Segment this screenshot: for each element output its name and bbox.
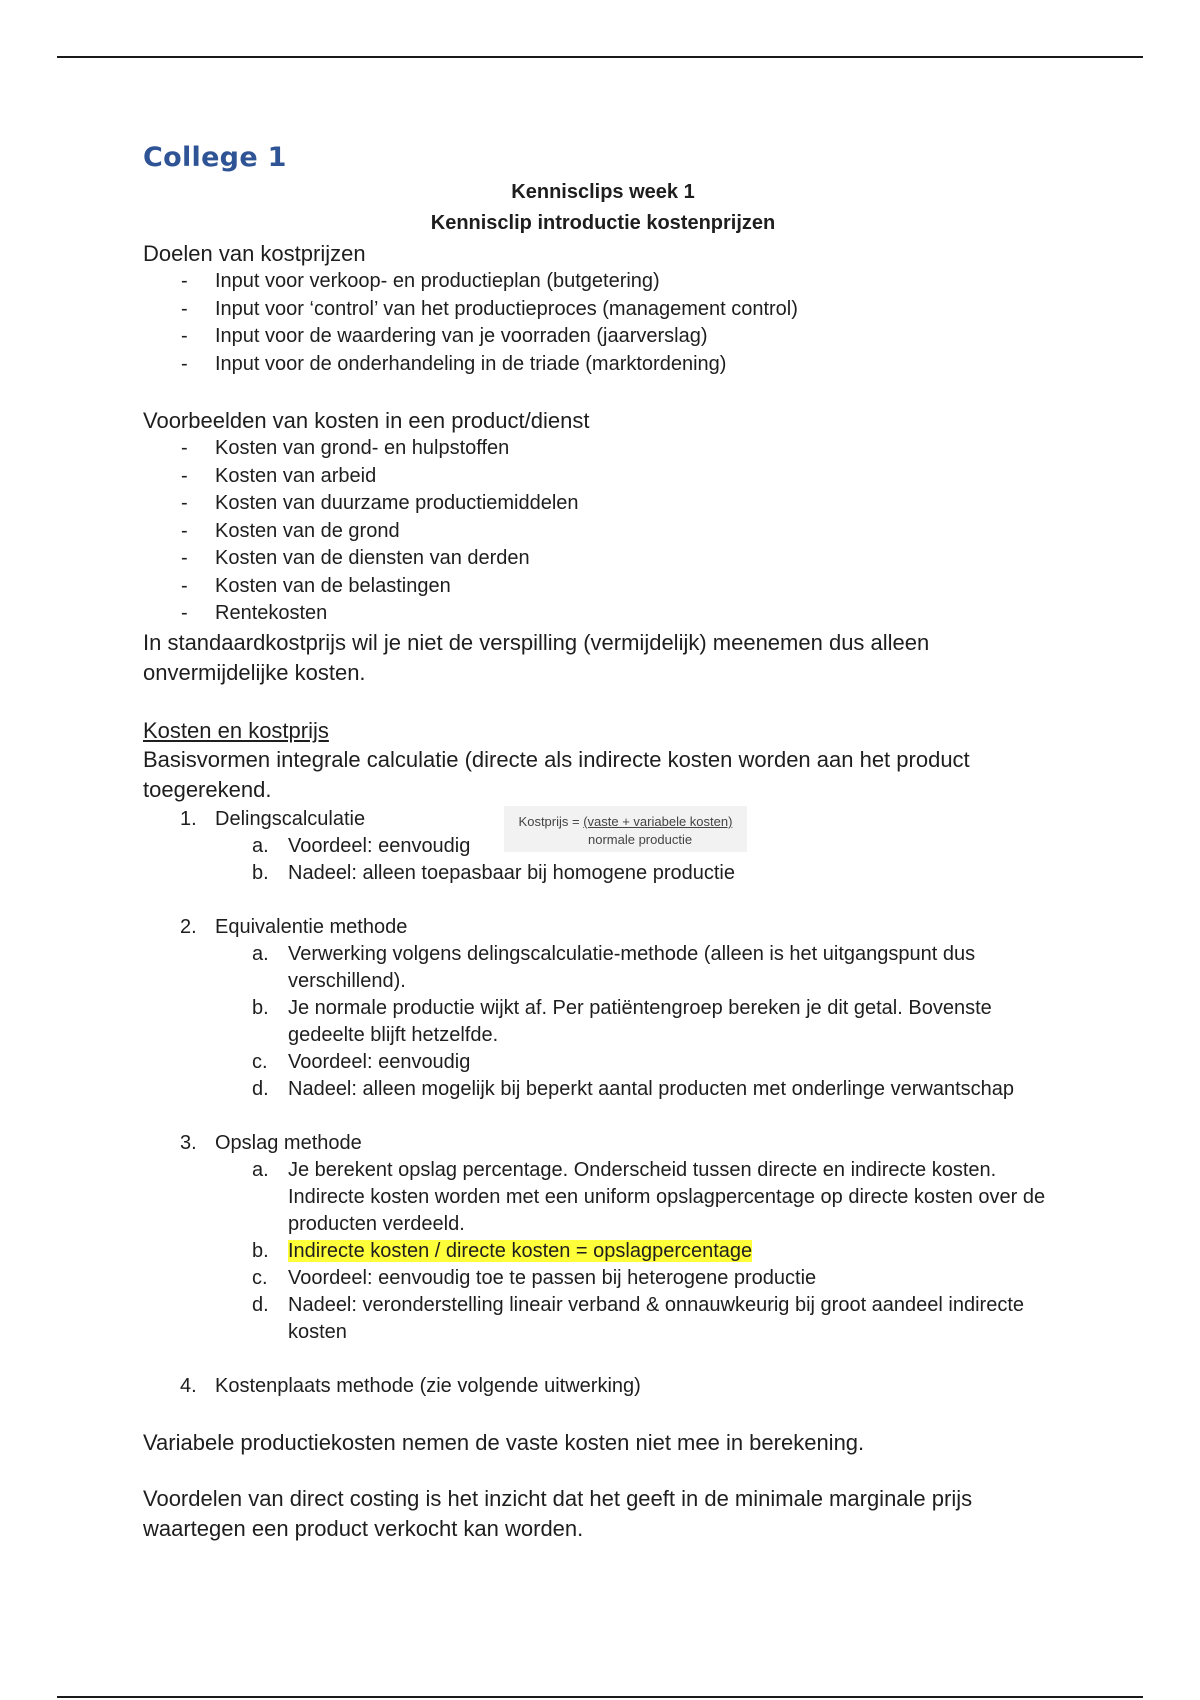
list-item: - Input voor de onderhandeling in de triade (marktordening) [143,351,1063,379]
list-item [143,1238,1063,1265]
list-item [143,1076,1063,1103]
method-kostenplaats [143,1372,1063,1400]
doelen-list [143,268,1063,378]
section-voorbeelden-title: Voorbeelden van kosten in een product/dienst [143,408,590,433]
method-opslag [143,1129,1063,1157]
equivalentie-sublist [143,941,1063,1103]
page-top-rule [57,56,1143,58]
list-item: - Kosten van duurzame productiemiddelen [143,490,1063,518]
list-item: - Kosten van de grond [143,518,1063,546]
list-item: - Input voor ‘control’ van het productieproces (management control) [143,296,1063,324]
list-item: - Kosten van de belastingen [143,573,1063,601]
heading-week: Kennisclips week 1 [511,181,695,203]
method-name: Opslag methode [215,1131,362,1154]
opslag-sublist [143,1157,1063,1346]
list-item [143,1265,1063,1292]
item-text: Voordeel: eenvoudig [288,1050,471,1073]
method-number: 2. [180,915,197,938]
list-item: - Kosten van grond- en hulpstoffen [143,435,1063,463]
item-letter: c. [252,1266,268,1289]
document-title: College 1 [143,142,287,173]
item-text: Je normale productie wijkt af. Per patiëntengroep bereken je dit getal. Bovenste gedeelte blijft hetzelfde. [288,996,992,1046]
item-letter: d. [252,1077,269,1100]
list-item: - Input voor de waardering van je voorraden (jaarverslag) [143,323,1063,351]
list-item [143,1157,1063,1238]
method-number: 3. [180,1131,197,1154]
list-item [143,941,1063,995]
item-text: Je berekent opslag percentage. Onderscheid tussen directe en indirecte kosten. Indirecte kosten worden met een uniform opslagpercentage op directe kosten over de producten verdeeld. [288,1158,1046,1235]
kostprijs-formula-image [504,806,747,852]
method-number: 4. [180,1374,197,1397]
item-letter: b. [252,861,269,884]
page-bottom-rule [57,1696,1143,1698]
method-equivalentie [143,913,1063,941]
list-item: - Rentekosten [143,600,1063,628]
item-letter: a. [252,834,269,857]
item-text: Voordeel: eenvoudig [288,834,471,857]
closing-variabele-kosten: Variabele productiekosten nemen de vaste kosten niet mee in berekening. [143,1429,865,1455]
voorbeelden-list [143,435,1063,628]
item-letter: c. [252,1050,268,1073]
standaardkostprijs-note: In standaardkostprijs wil je niet de verspilling (vermijdelijk) meenemen dus alleen onvermijdelijke kosten. [143,629,930,685]
formula-lhs: Kostprijs = [518,814,584,829]
list-item [143,860,1063,887]
item-letter: a. [252,1158,269,1181]
formula-numerator: (vaste + variabele kosten) [583,814,733,829]
list-item [143,995,1063,1049]
item-text: Nadeel: veronderstelling lineair verband & onnauwkeurig bij groot aandeel indirecte kosten [288,1293,1025,1343]
item-text: Nadeel: alleen toepasbaar bij homogene productie [288,861,735,884]
section-doelen-title: Doelen van kostprijzen [143,241,366,266]
list-item: - Kosten van de diensten van derden [143,545,1063,573]
list-item [143,1049,1063,1076]
item-text: Nadeel: alleen mogelijk bij beperkt aantal producten met onderlinge verwantschap [288,1077,1014,1100]
list-item: - Kosten van arbeid [143,463,1063,491]
closing-direct-costing: Voordelen van direct costing is het inzicht dat het geeft in de minimale marginale prijs waartegen een product verkocht kan worden. [143,1485,973,1541]
item-letter: b. [252,996,269,1019]
item-letter: d. [252,1293,269,1316]
method-name: Delingscalculatie [215,807,366,830]
heading-clip: Kennisclip introductie kostenprijzen [430,212,776,234]
list-item: - Input voor verkoop- en productieplan (butgetering) [143,268,1063,296]
item-letter: b. [252,1239,269,1262]
highlighted-formula-text: Indirecte kosten / directe kosten = opslagpercentage [288,1239,753,1262]
item-letter: a. [252,942,269,965]
list-item [143,1292,1063,1346]
method-name: Kostenplaats methode (zie volgende uitwerking) [215,1374,641,1397]
item-text: Verwerking volgens delingscalculatie-methode (alleen is het uitgangspunt dus verschillend). [288,942,976,992]
section-kosten-title: Kosten en kostprijs [143,717,329,743]
formula-denominator: normale productie [588,832,693,847]
integrale-calculatie-intro: Basisvormen integrale calculatie (directe als indirecte kosten worden aan het product toegerekend. [143,746,970,802]
method-name: Equivalentie methode [215,915,408,938]
method-number: 1. [180,807,197,830]
item-text: Voordeel: eenvoudig toe te passen bij heterogene productie [288,1266,817,1289]
